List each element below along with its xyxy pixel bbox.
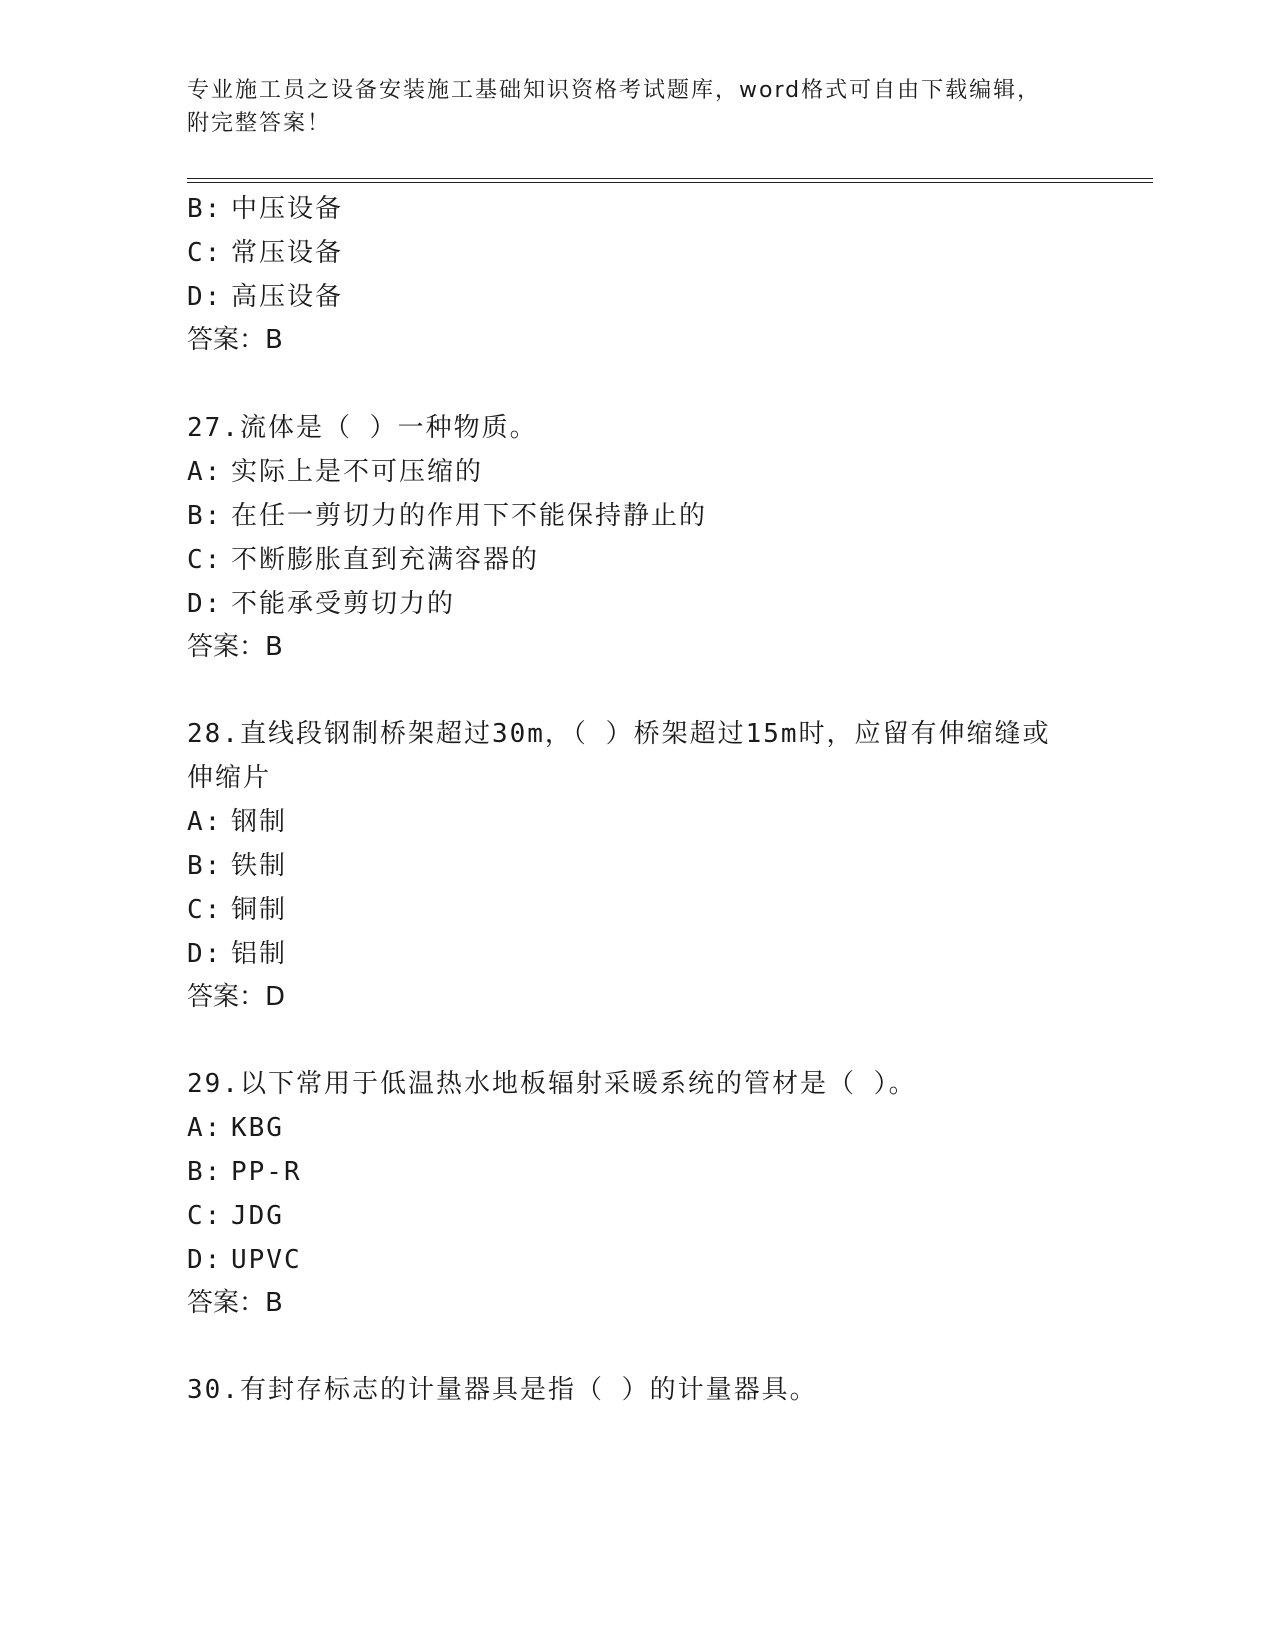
q29-option-c: C: JDG [187, 1201, 284, 1231]
header-line-2: 附完整答案！ [187, 111, 332, 136]
q28-stem-line-1: 28.直线段钢制桥架超过30m，（ ）桥架超过15m时，应留有伸缩缝或 [187, 719, 1051, 749]
document-header [187, 74, 1067, 140]
q26-option-c: C: 常压设备 [187, 238, 344, 268]
header-divider [187, 178, 1153, 183]
q26-option-b: B: 中压设备 [187, 194, 344, 224]
q29-option-b: B: PP-R [187, 1157, 302, 1187]
q30-stem: 30.有封存标志的计量器具是指（ ）的计量器具。 [187, 1375, 818, 1405]
q27-option-c: C: 不断膨胀直到充满容器的 [187, 545, 540, 575]
q27-option-a: A: 实际上是不可压缩的 [187, 457, 484, 487]
q27-answer: 答案：B [187, 632, 283, 662]
q26-answer: 答案：B [187, 325, 283, 355]
q29-option-a: A: KBG [187, 1113, 284, 1143]
q28-option-b: B: 铁制 [187, 851, 288, 881]
q28-option-c: C: 铜制 [187, 895, 288, 925]
q27-stem: 27.流体是（ ）一种物质。 [187, 413, 538, 443]
header-line-1: 专业施工员之设备安装施工基础知识资格考试题库，word格式可自由下载编辑， [187, 78, 1042, 103]
q27-option-d: D: 不能承受剪切力的 [187, 589, 456, 619]
q28-answer: 答案：D [187, 982, 286, 1012]
q26-option-d: D: 高压设备 [187, 282, 344, 312]
q29-stem: 29.以下常用于低温热水地板辐射采暖系统的管材是（ ）。 [187, 1069, 917, 1099]
q27-option-b: B: 在任一剪切力的作用下不能保持静止的 [187, 501, 708, 531]
q28-stem-line-2: 伸缩片 [187, 763, 272, 793]
q29-answer: 答案：B [187, 1288, 283, 1318]
q29-option-d: D: UPVC [187, 1245, 302, 1275]
q28-option-a: A: 钢制 [187, 807, 288, 837]
q28-option-d: D: 铝制 [187, 939, 288, 969]
